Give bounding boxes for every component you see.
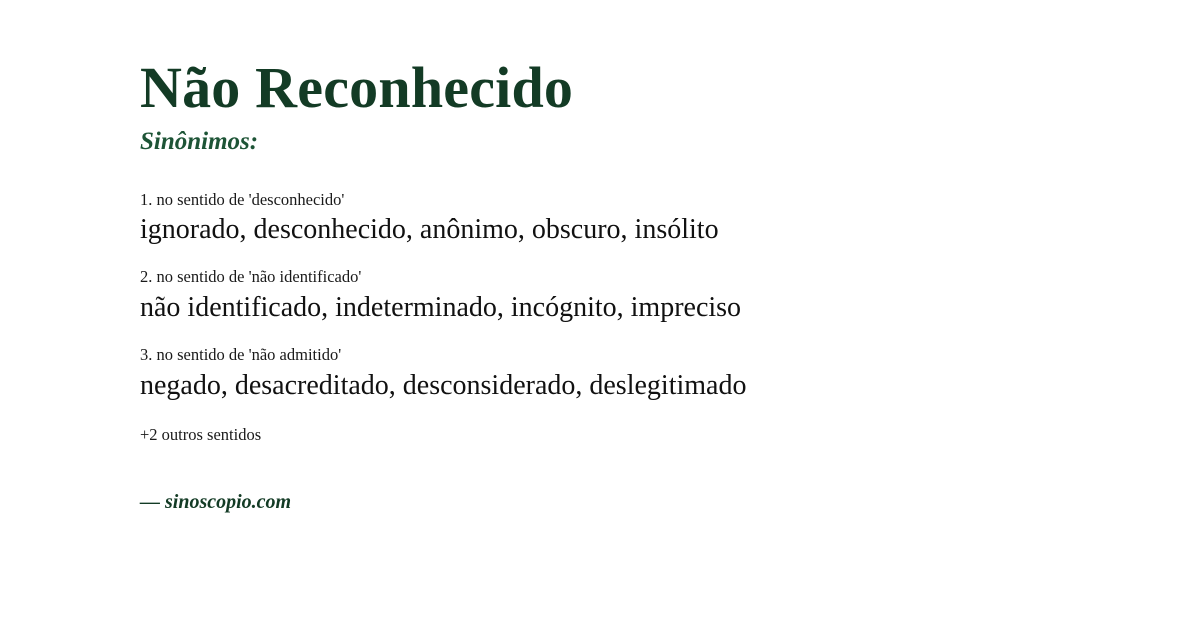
more-senses-note: +2 outros sentidos (140, 424, 262, 444)
sense-entry (140, 345, 1100, 403)
sense-label: 2. no sentido de 'não identificado' (140, 267, 362, 287)
sense-synonyms: negado, desacreditado, desconsiderado, deslegitimado (140, 369, 747, 401)
page-title: Não Reconhecido (140, 55, 574, 120)
sense-list (140, 190, 1100, 403)
source-attribution: — sinoscopio.com (140, 490, 292, 513)
sense-synonyms: não identificado, indeterminado, incógnito, impreciso (140, 292, 742, 324)
synonyms-subtitle: Sinônimos: (140, 127, 259, 155)
sense-label: 3. no sentido de 'não admitido' (140, 345, 342, 365)
sense-entry (140, 267, 1100, 325)
sense-entry (140, 190, 1100, 248)
sense-label: 1. no sentido de 'desconhecido' (140, 189, 345, 209)
sense-synonyms: ignorado, desconhecido, anônimo, obscuro, insólito (140, 214, 719, 246)
